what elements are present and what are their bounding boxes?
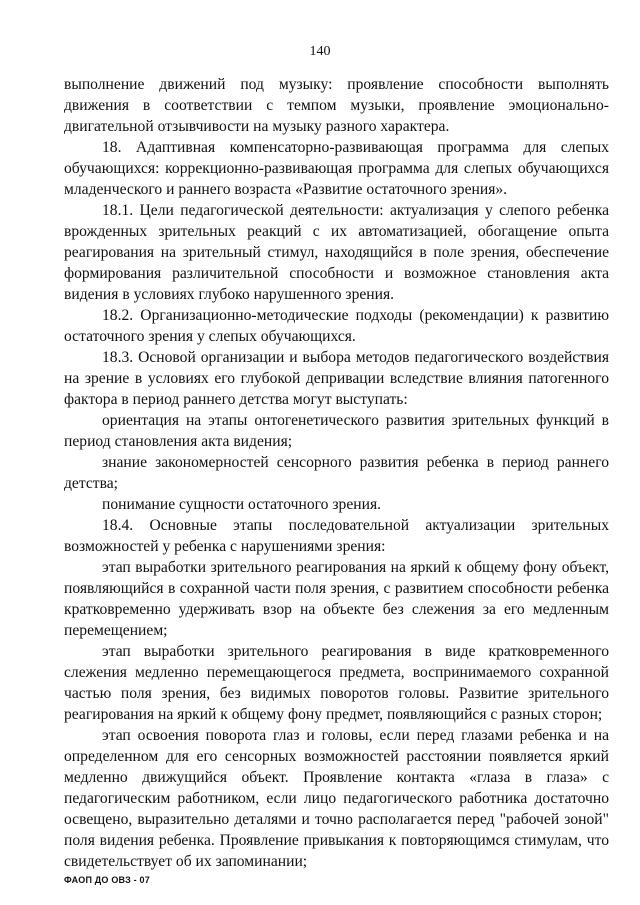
paragraph: 18.4. Основные этапы последовательной актуализации зрительных возможностей у ребенка с нарушениями зрения: bbox=[64, 517, 609, 555]
list-item: понимание сущности остаточного зрения. bbox=[102, 496, 382, 513]
paragraph: 18.3. Основой организации и выбора методов педагогического воздействия на зрение в условиях его глубокой депривации вследствие влияния патогенного фактора в период раннего детства могут выступать: bbox=[64, 349, 609, 408]
paragraph: 18. Адаптивная компенсаторно-развивающая программа для слепых обучающихся: коррекционно-развивающая программа для слепых обучающихся младенческого и раннего возраста «Развитие остаточного зрения». bbox=[64, 139, 609, 198]
page-number: 140 bbox=[309, 44, 331, 59]
list-item: этап выработки зрительного реагирования на яркий к общему фону объект, появляющийся в сохранной части поля зрения, с развитием способности ребенка кратковременно удерживать взор на объекте без слежения за его медленным перемещением; bbox=[64, 559, 609, 639]
list-item: этап выработки зрительного реагирования в виде кратковременного слежения медленно перемещающегося предмета, воспринимаемого сохранной частью поля зрения, без видимых поворотов головы. Развитие зрительного реагирования на яркий к общему фону предмет, появляющийся с разных сторон; bbox=[64, 643, 609, 723]
footer-label: ФАОП ДО ОВЗ - 07 bbox=[64, 875, 150, 885]
paragraph: 18.2. Организационно-методические подходы (рекомендации) к развитию остаточного зрения у слепых обучающихся. bbox=[64, 307, 609, 345]
list-item: знание закономерностей сенсорного развития ребенка в период раннего детства; bbox=[64, 454, 609, 492]
list-item: этап освоения поворота глаз и головы, если перед глазами ребенка и на определенном для его сенсорных возможностей расстоянии появляется яркий медленно движущийся объект. Проявление контакта «глаза в глаза» с педагогическим работником, если лицо педагогического работника достаточно освещено, выразительно деталями и точно располагается перед "рабочей зоной" поля видения ребенка. Проявление привыкания к повторяющимся стимулам, что свидетельствует об их запоминании; bbox=[64, 727, 609, 870]
paragraph: 18.1. Цели педагогической деятельности: актуализация у слепого ребенка врожденных зрительных реакций с их автоматизацией, обогащение опыта реагирования на зрительный стимул, находящийся в поле зрения, обеспечение формирования различительной способности и возможное становления акта видения в условиях глубоко нарушенного зрения. bbox=[64, 202, 609, 303]
paragraph: выполнение движений под музыку: проявление способности выполнять движения в соответствии с темпом музыки, проявление эмоционально-двигательной отзывчивости на музыку разного характера. bbox=[64, 76, 609, 135]
page-body bbox=[64, 74, 609, 872]
list-item: ориентация на этапы онтогенетического развития зрительных функций в период становления акта видения; bbox=[64, 412, 609, 450]
